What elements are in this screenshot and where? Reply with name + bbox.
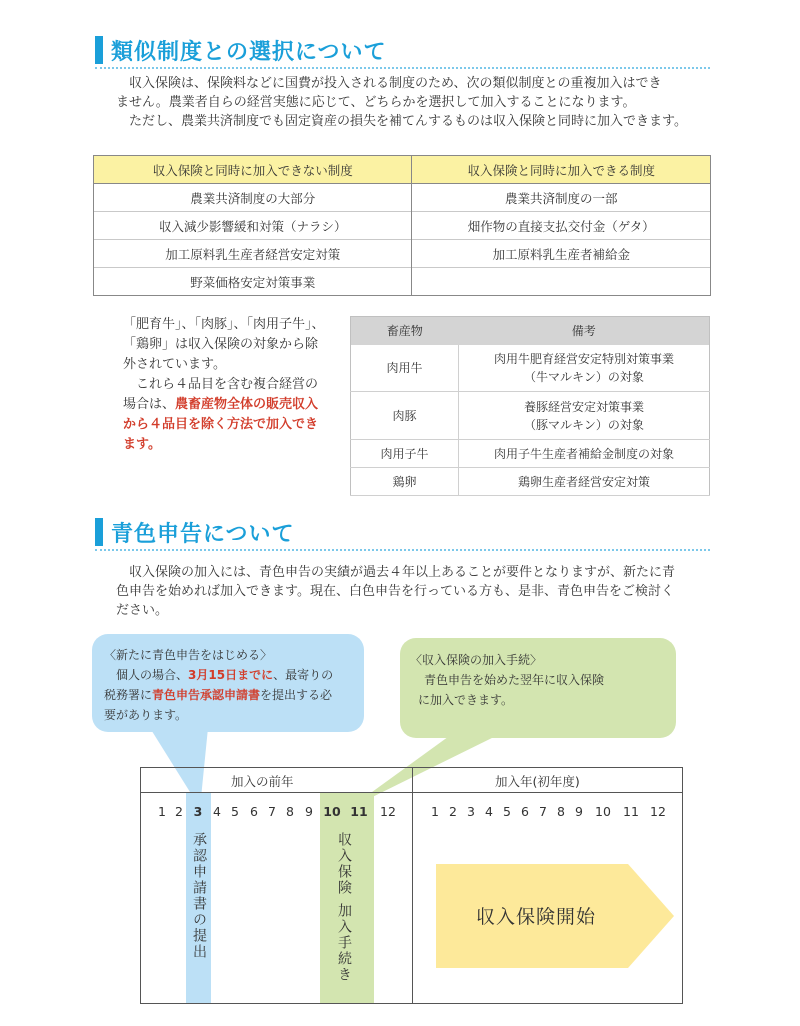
month-label: 8 [286, 804, 294, 819]
callout-line: 青色申告を始めた翌年に収入保険 [424, 673, 605, 687]
month-label: 11 [350, 804, 368, 819]
text-fragment: 個人の場合、 [116, 668, 189, 682]
callout-line [104, 665, 359, 685]
paragraph-line: 収入保険は、保険料などに国費が投入される制度のため、次の類似制度との重複加入はでき [129, 76, 662, 91]
highlight-text: ます。 [123, 437, 161, 452]
text-fragment: 税務署に [104, 688, 153, 702]
prev-year-label: 加入の前年 [231, 774, 294, 789]
month-label: 12 [650, 804, 666, 819]
text-fragment: 場合は、 [123, 397, 176, 412]
cell-line: （豚マルキン）の対象 [524, 417, 644, 432]
text-fragment: を提出する必 [260, 688, 333, 702]
month-label: 4 [213, 804, 221, 819]
table-cell: 加工原料乳生産者補給金 [412, 240, 711, 268]
month-label: 10 [595, 804, 611, 819]
enrollment-label-1: 収入保険 [336, 832, 352, 896]
table-cell: 鶏卵 [351, 468, 459, 496]
callout-heading: 〈新たに青色申告をはじめる〉 [104, 648, 273, 662]
table-cell: 畑作物の直接支払交付金（ゲタ） [412, 212, 711, 240]
section-title: 類似制度との選択について [111, 39, 387, 65]
table-cell: 収入減少影響緩和対策（ナラシ） [94, 212, 412, 240]
month-label: 3 [193, 804, 203, 819]
month-label: 5 [231, 804, 239, 819]
text-line: 「肥育牛」、「肉豚」、「肉用子牛」、 [123, 317, 325, 332]
table-cell: 肉用子牛 [351, 440, 459, 468]
new-blue-return-text [104, 645, 359, 725]
month-label: 9 [305, 804, 313, 819]
table-cell: 鶏卵生産者経営安定対策 [459, 468, 710, 496]
month-label: 6 [250, 804, 258, 819]
month-label: 2 [449, 804, 457, 819]
callout-line [104, 685, 359, 705]
insurance-start-label: 収入保険開始 [475, 906, 596, 928]
table-cell: 野菜価格安定対策事業 [94, 268, 412, 296]
text-line: これら４品目を含む複合経営の [136, 377, 319, 392]
month-label: 8 [557, 804, 565, 819]
month-label: 9 [575, 804, 583, 819]
table-cell: 肉豚 [351, 392, 459, 440]
cell-line: （牛マルキン）の対象 [524, 369, 644, 384]
month-label: 10 [323, 804, 341, 819]
table-header: 収入保険と同時に加入できる制度 [412, 156, 711, 184]
callout-heading: 〈収入保険の加入手続〉 [410, 653, 543, 667]
paragraph-line: 収入保険の加入には、青色申告の実績が過去４年以上あることが要件となりますが、新たに青 [129, 565, 676, 580]
section-title: 青色申告について [111, 521, 295, 547]
month-label: 1 [431, 804, 439, 819]
table-cell: 農業共済制度の大部分 [94, 184, 412, 212]
text-line: 「鶏卵」は収入保険の対象から除 [123, 337, 319, 352]
month-label: 7 [539, 804, 547, 819]
cell-line: 養豚経営安定対策事業 [523, 399, 644, 414]
callout-line: 要があります。 [104, 708, 188, 722]
month-label: 5 [503, 804, 511, 819]
year-divider [412, 768, 413, 1003]
highlight-text: から４品目を除く方法で加入でき [123, 417, 319, 432]
table-header: 収入保険と同時に加入できない制度 [94, 156, 412, 184]
month-label: 6 [521, 804, 529, 819]
table-cell: 加工原料乳生産者経営安定対策 [94, 240, 412, 268]
month-label: 4 [485, 804, 493, 819]
month-label: 3 [467, 804, 475, 819]
table-header: 畜産物 [351, 317, 459, 345]
paragraph-line: ただし、農業共済制度でも固定資産の損失を補てんするものは収入保険と同時に加入できます。 [129, 114, 687, 129]
enrollment-procedure-text [410, 650, 670, 710]
paragraph-line: 色申告を始めれば加入できます。現在、白色申告を行っている方も、是非、青色申告をご検討く [116, 584, 674, 599]
month-label: 1 [158, 804, 166, 819]
text-fragment: 、最寄りの [273, 668, 334, 682]
form-name-text: 青色申告承認申請書 [152, 688, 261, 702]
highlight-text: 農畜産物全体の販売収入 [175, 397, 319, 412]
callout-line: に加入できます。 [418, 693, 514, 707]
cell-line: 肉用牛肥育経営安定特別対策事業 [493, 351, 674, 366]
paragraph-line: ません。農業者自らの経営実態に応じて、どちらかを選択して加入することになります。 [116, 95, 636, 110]
paragraph-line: ださい。 [116, 603, 169, 618]
table-cell: 農業共済制度の一部 [412, 184, 711, 212]
application-submission-label: 承認申請書の提出 [191, 832, 207, 960]
table-cell: 肉用牛 [351, 345, 459, 392]
month-label: 2 [175, 804, 183, 819]
month-label: 12 [380, 804, 396, 819]
enrollment-label-2: 加入手続き [336, 903, 352, 983]
month-label: 7 [268, 804, 276, 819]
text-line: 外されています。 [123, 357, 226, 372]
table-cell: 肉用子牛生産者補給金制度の対象 [459, 440, 710, 468]
month-label: 11 [623, 804, 639, 819]
join-year-label: 加入年(初年度) [495, 774, 580, 789]
deadline-text: 3月15日までに [188, 668, 274, 682]
table-header: 備考 [459, 317, 710, 345]
